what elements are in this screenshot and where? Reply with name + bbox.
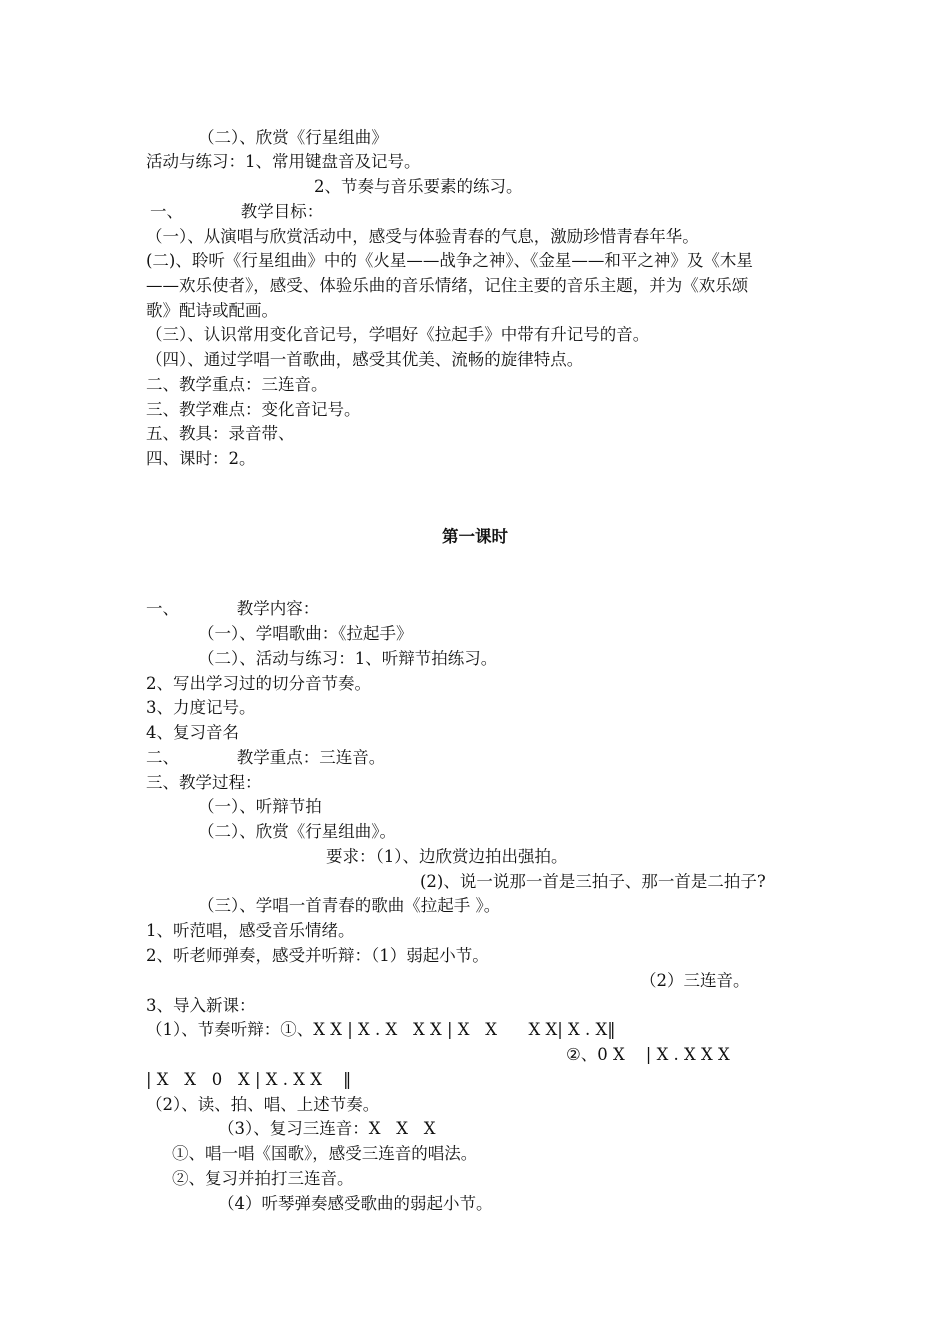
text-line: ——欢乐使者》，感受、体验乐曲的音乐情绪，记住主要的音乐主题，并为《欢乐颂 bbox=[146, 276, 749, 295]
text-line: 2、节奏与音乐要素的练习。 bbox=[314, 177, 523, 196]
text-line: 4、复习音名 bbox=[146, 723, 239, 742]
text-line: （四）、通过学唱一首歌曲，感受其优美、流畅的旋律特点。 bbox=[146, 350, 584, 369]
text-line: （二）、欣赏《行星组曲》 bbox=[198, 128, 388, 147]
text-line: 一、 教学目标： bbox=[150, 202, 324, 221]
text-line: 歌》配诗或配画。 bbox=[146, 301, 278, 320]
text-line: （二）、欣赏《行星组曲》。 bbox=[198, 822, 396, 841]
text-line: | X X 0 X | X . X X ‖ bbox=[146, 1070, 352, 1089]
text-line: 二、 教学重点：三连音。 bbox=[146, 748, 386, 767]
text-line: ②、0 X | X . X X X bbox=[566, 1045, 730, 1064]
text-line: (2)、说一说那一首是三拍子、那一首是二拍子? bbox=[420, 872, 766, 891]
text-line: 四、课时：2。 bbox=[146, 449, 256, 468]
text-line: 3、导入新课： bbox=[146, 996, 256, 1015]
text-line: 二、教学重点：三连音。 bbox=[146, 375, 328, 394]
text-line: （三）、学唱一首青春的歌曲《拉起手 》。 bbox=[198, 896, 501, 915]
text-line: （一）、学唱歌曲：《拉起手》 bbox=[198, 624, 413, 643]
text-line: 要求：（1）、边欣赏边拍出强拍。 bbox=[326, 847, 568, 866]
text-line: 一、 教学内容： bbox=[146, 599, 320, 618]
text-line: （3）、复习三连音：X X X bbox=[218, 1119, 436, 1138]
text-line: 2、听老师弹奏，感受并听辩：（1）弱起小节。 bbox=[146, 946, 489, 965]
text-line: 三、教学难点：变化音记号。 bbox=[146, 400, 361, 419]
text-line: 3、力度记号。 bbox=[146, 698, 256, 717]
text-line: （一）、听辩节拍 bbox=[198, 797, 322, 816]
text-line: ②、复习并拍打三连音。 bbox=[172, 1169, 354, 1188]
text-line: 2、写出学习过的切分音节奏。 bbox=[146, 674, 371, 693]
text-line: 活动与练习：1、常用键盘音及记号。 bbox=[146, 152, 421, 171]
lesson-heading: 第一课时 bbox=[442, 527, 508, 546]
text-line: 五、教具：录音带、 bbox=[146, 424, 295, 443]
text-line: 三、教学过程： bbox=[146, 773, 262, 792]
text-line: （4）听琴弹奏感受歌曲的弱起小节。 bbox=[218, 1194, 493, 1213]
text-line: ①、唱一唱《国歌》，感受三连音的唱法。 bbox=[172, 1144, 478, 1163]
text-line: （一）、从演唱与欣赏活动中，感受与体验青春的气息，激励珍惜青春年华。 bbox=[146, 227, 699, 246]
text-line: （三）、认识常用变化音记号，学唱好《拉起手》中带有升记号的音。 bbox=[146, 325, 650, 344]
text-line: （2）三连音。 bbox=[640, 971, 750, 990]
text-line: 1、听范唱，感受音乐情绪。 bbox=[146, 921, 355, 940]
text-line: （1）、节奏听辩：①、X X | X . X X X | X X X X| X . X‖ bbox=[146, 1020, 616, 1039]
text-line: （二）、活动与练习：1、听辩节拍练习。 bbox=[198, 649, 498, 668]
text-line: （2）、读、拍、唱、上述节奏。 bbox=[146, 1095, 380, 1114]
text-line: (二)、聆听《行星组曲》中的《火星——战争之神》、《金星——和平之神》及《木星 bbox=[146, 251, 753, 270]
